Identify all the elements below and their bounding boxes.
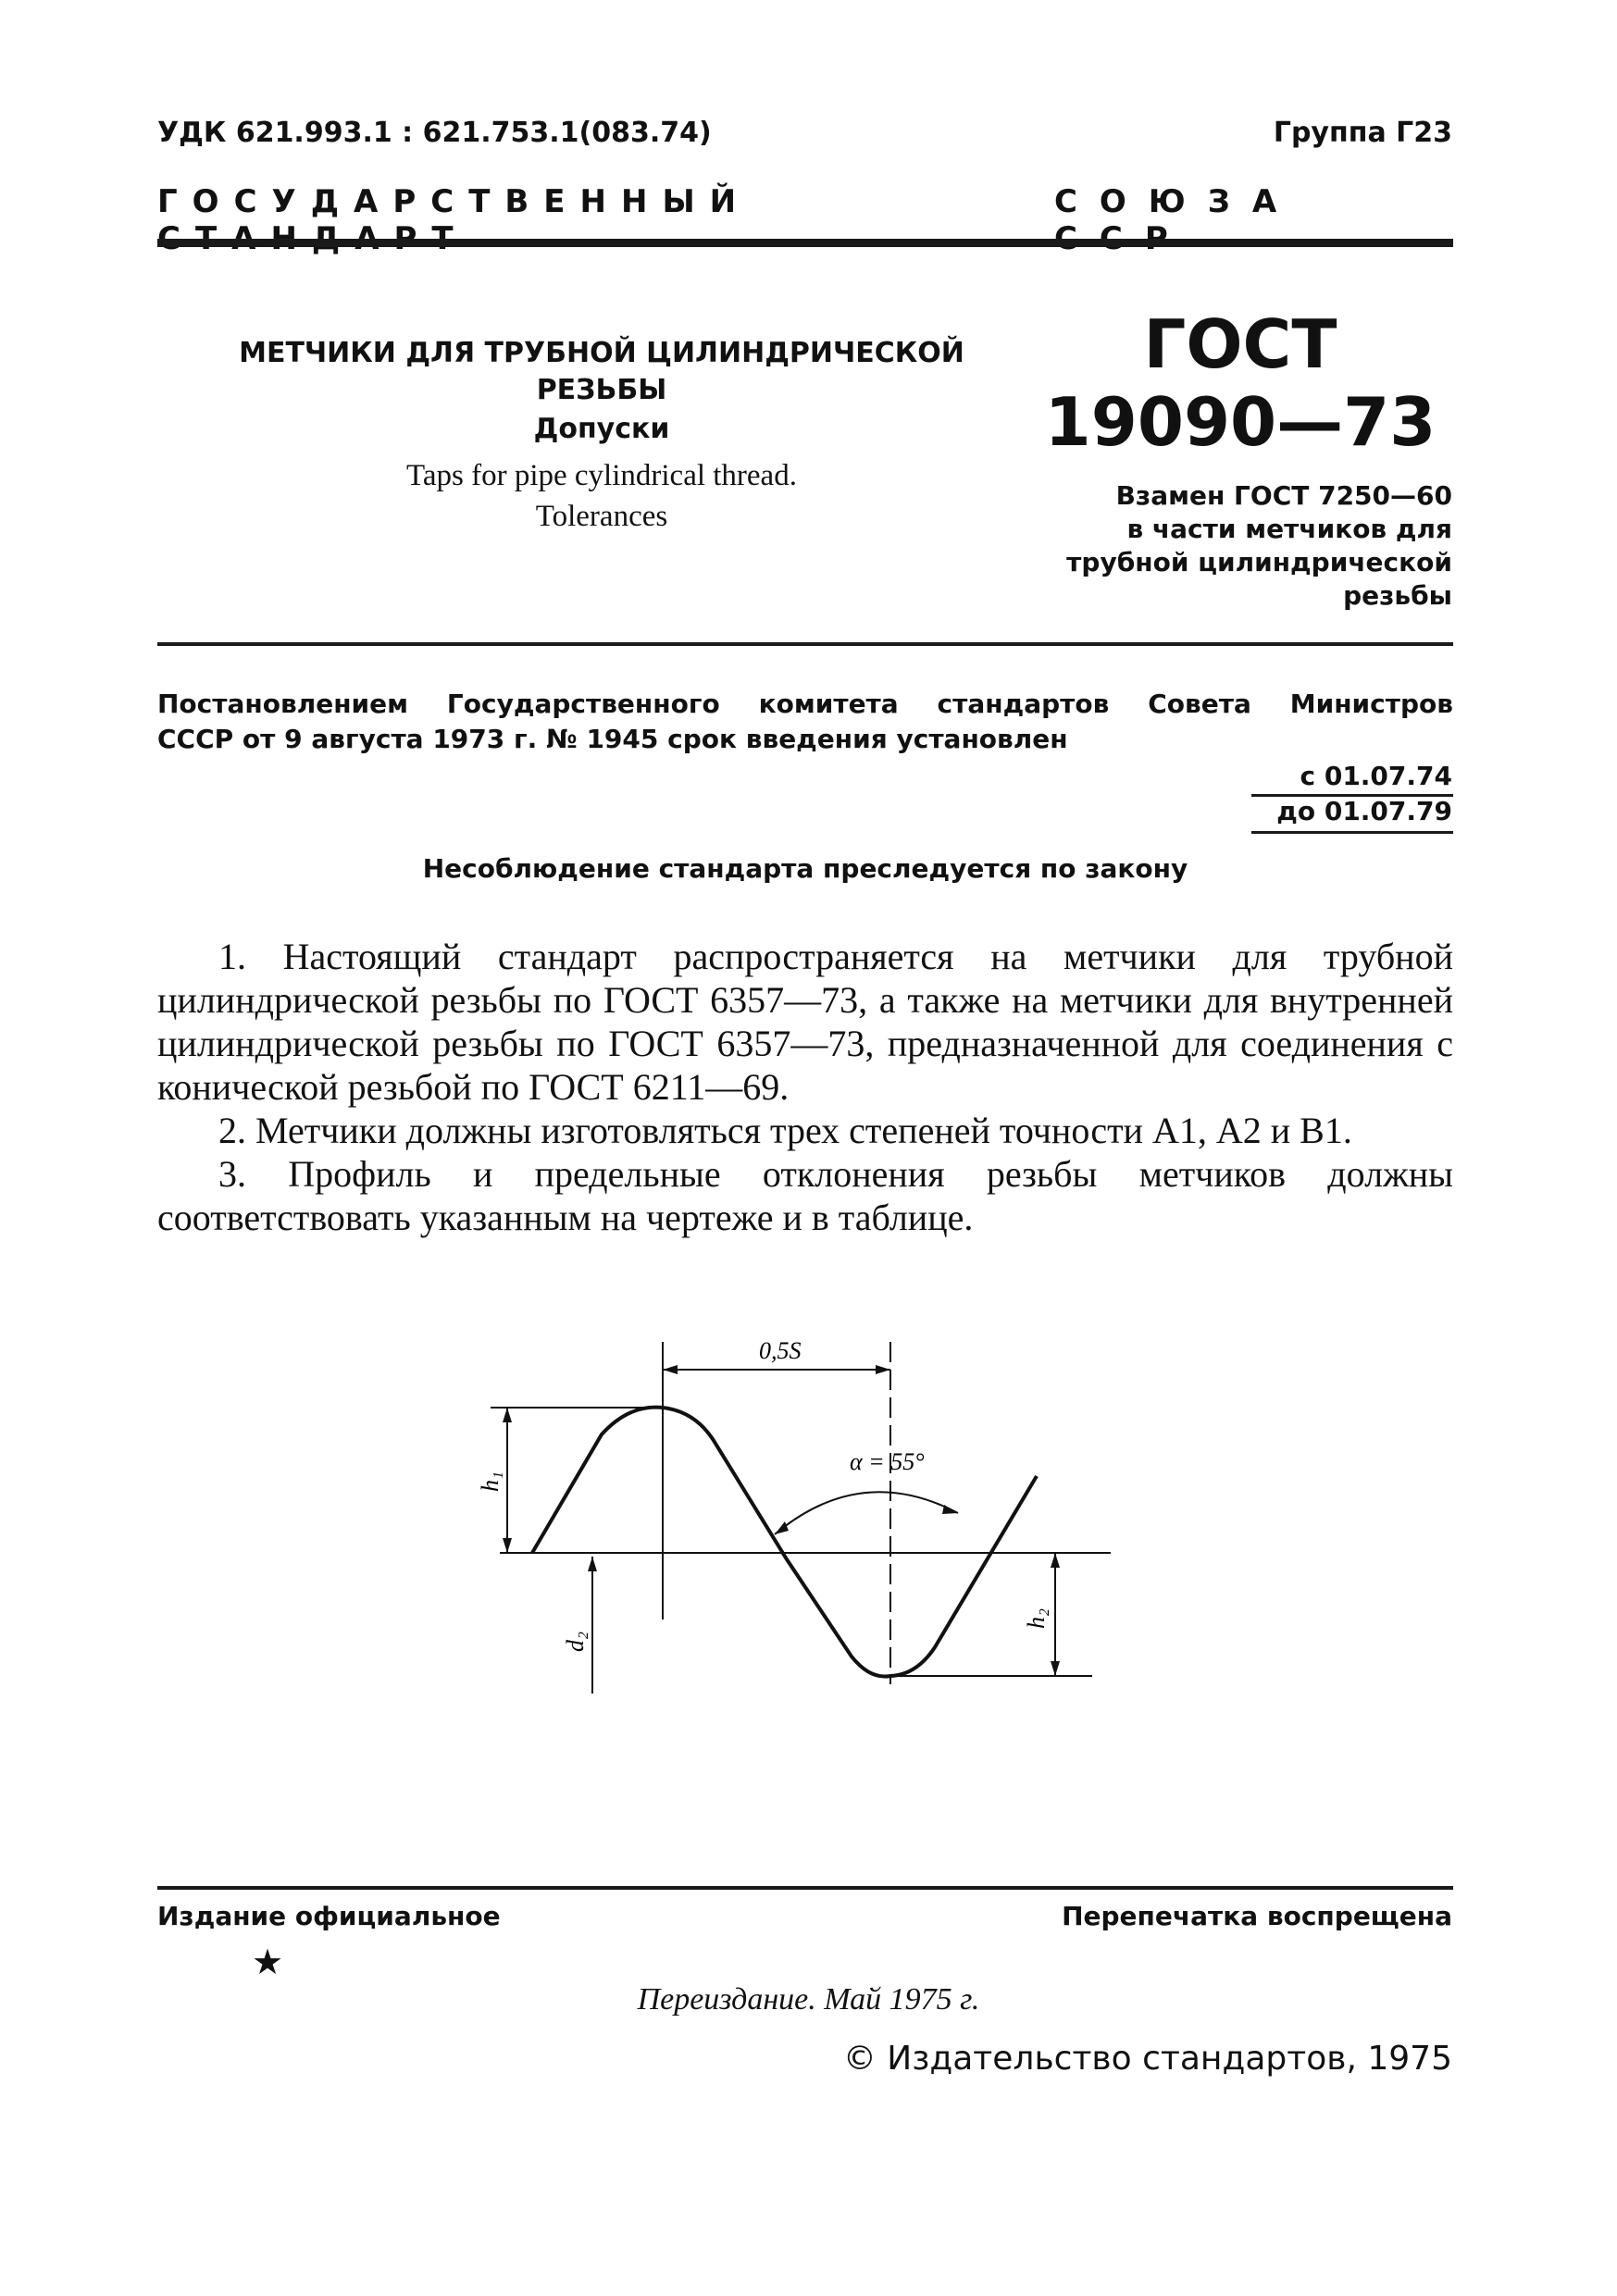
dim-arrow-left	[663, 1365, 678, 1374]
group-code: Группа Г23	[1273, 117, 1452, 149]
paragraph-3: 3. Профиль и предельные отклонения резьбы метчиков должны соответствовать указанным на чертеже и в таблице.	[157, 1153, 1453, 1238]
dim-arrow-right	[876, 1365, 890, 1374]
body-text	[157, 935, 1453, 1239]
angle-arrow-right	[942, 1505, 958, 1514]
decree-line-2: СССР от 9 августа 1973 г. № 1945 срок введения установлен	[157, 724, 1068, 754]
english-title-line-2: Tolerances	[535, 500, 668, 533]
d2-label: d₂	[562, 1631, 589, 1652]
gost-label: ГОСТ	[1143, 305, 1337, 383]
h2-arrow-top	[1051, 1553, 1060, 1568]
h2-label: h₂	[1023, 1607, 1050, 1629]
angle-arc	[775, 1492, 958, 1534]
thread-profile	[532, 1408, 1037, 1677]
gost-number: 19090—73	[1044, 383, 1437, 461]
gost-number-block	[1027, 305, 1453, 461]
banner-rule	[157, 239, 1453, 247]
law-notice: Несоблюдение стандарта преследуется по закону	[422, 853, 1188, 884]
d2-arrow	[588, 1557, 597, 1571]
title-subtitle: Допуски	[533, 413, 670, 445]
udk-code: УДК 621.993.1 : 621.753.1(083.74)	[157, 117, 712, 149]
star-icon: ★	[252, 1942, 284, 1982]
banner-right: СОЮЗА	[1053, 183, 1300, 220]
english-title	[231, 455, 972, 537]
reprint-notice: Перепечатка воспрещена	[1062, 1901, 1452, 1931]
half-pitch-label: 0,5S	[759, 1337, 802, 1364]
footer-rule	[157, 1886, 1453, 1890]
h1-label: h₁	[477, 1471, 504, 1492]
paragraph-2: 2. Метчики должны изготовляться трех степеней точности А1, А2 и В1.	[218, 1110, 1352, 1151]
title-line-2: РЕЗЬБЫ	[536, 374, 667, 406]
replaces-note	[1017, 479, 1452, 613]
publisher-copyright: © Издательство стандартов, 1975	[842, 2040, 1452, 2078]
h1-arrow-top	[503, 1408, 512, 1422]
date-rule-2	[1251, 831, 1453, 834]
h2-arrow-bottom	[1051, 1661, 1060, 1676]
angle-label: α = 55°	[850, 1448, 925, 1475]
official-edition: Издание официальное	[157, 1901, 501, 1931]
decree-line-1: Постановлением Государственного комитета стандартов Совета Министров	[157, 689, 1453, 719]
replaces-line-3: трубной цилиндрической	[1066, 547, 1452, 577]
replaces-line-4: резьбы	[1343, 580, 1452, 611]
reissue-note: Переиздание. Май 1975 г.	[637, 1982, 980, 2017]
section-rule	[157, 642, 1453, 646]
title-line-1: МЕТЧИКИ ДЛЯ ТРУБНОЙ ЦИЛИНДРИЧЕСКОЙ	[239, 337, 964, 369]
decree-text	[157, 687, 1453, 757]
angle-arrow-left	[775, 1521, 789, 1534]
paragraph-1: 1. Настоящий стандарт распространяется на метчики для трубной цилиндрической резьбы по ГОСТ 6357—73, а также на метчики для внутренней цилиндрической резьбы по ГОСТ 6357—73, предназначенной для соединения с конической резьбой по ГОСТ 6211—69.	[157, 936, 1453, 1108]
thread-profile-drawing	[444, 1314, 1148, 1703]
english-title-line-1: Taps for pipe cylindrical thread.	[406, 459, 797, 492]
title-block	[231, 335, 972, 537]
h1-arrow-bottom	[503, 1538, 512, 1553]
effective-to-date: до 01.07.79	[1276, 796, 1452, 826]
effective-from-date: с 01.07.74	[1300, 761, 1452, 791]
replaces-line-1: Взамен ГОСТ 7250—60	[1115, 480, 1452, 511]
replaces-line-2: в части метчиков для	[1126, 514, 1452, 544]
banner-left: ГОСУДАРСТВЕННЫЙ	[157, 183, 752, 220]
